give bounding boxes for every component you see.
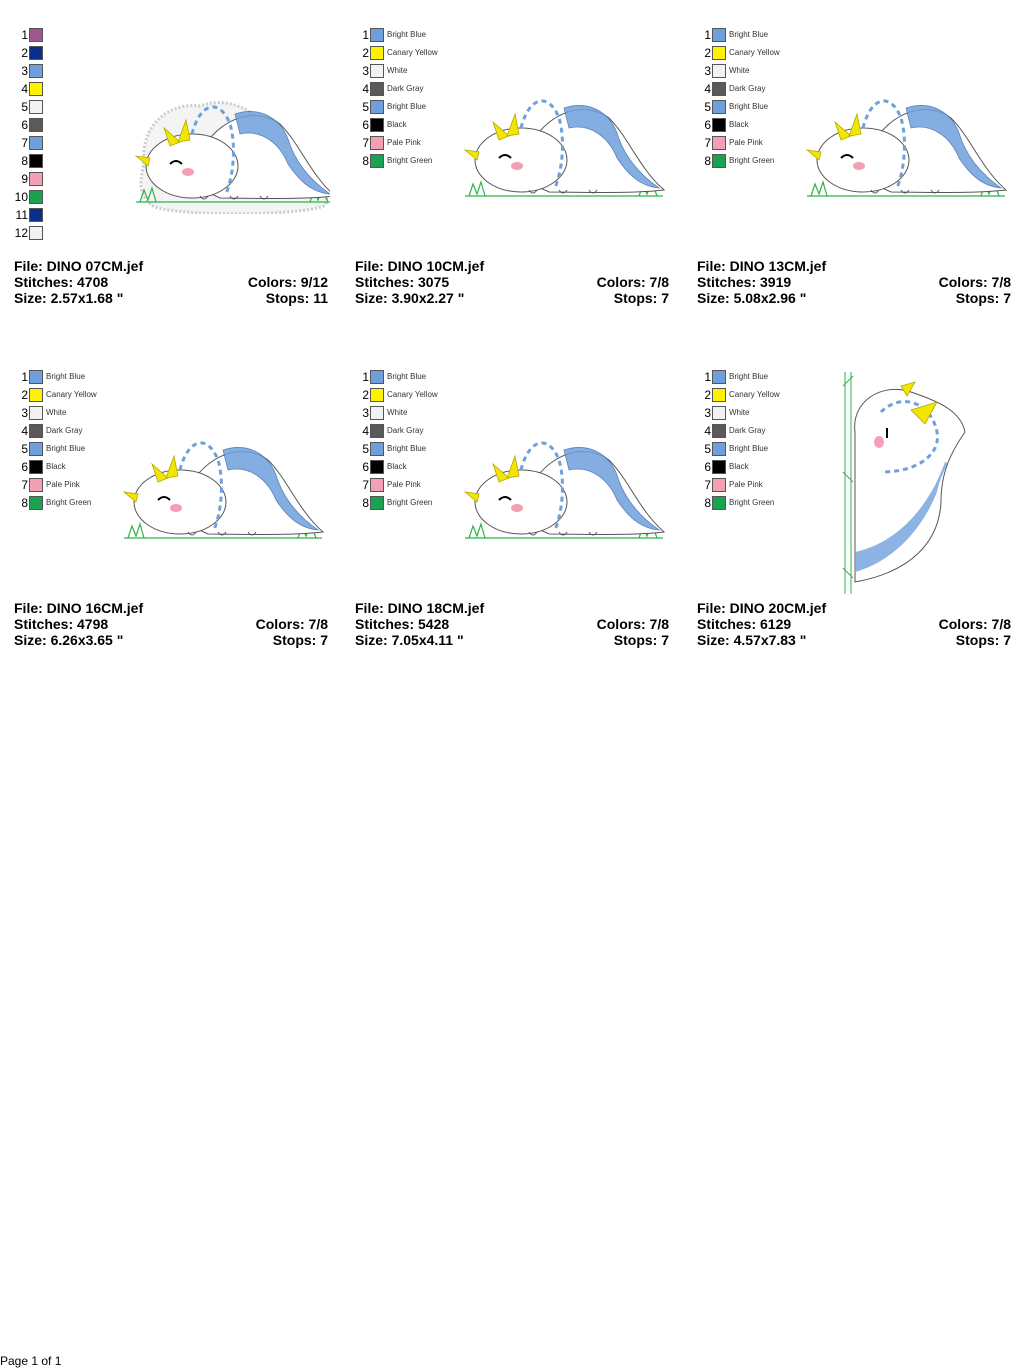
thread-color-swatch [370,424,384,438]
design-info [14,600,328,648]
thread-color-swatch [712,442,726,456]
thread-number: 3 [704,406,711,420]
color-count: Colors: 7/8 [596,616,669,632]
stitch-count: Stitches: 6129 [697,616,792,632]
thread-color-swatch [370,154,384,168]
design-size: Size: 4.57x7.83 " [697,632,807,648]
thread-number: 8 [21,154,28,168]
thread-swatch-row [14,368,214,386]
dino-nose-horn [807,150,821,160]
thread-number: 7 [362,136,369,150]
thread-color-swatch [29,100,43,114]
design-info [355,258,669,306]
thread-color-name: Bright Blue [729,372,769,381]
thread-color-swatch [29,28,43,42]
thread-color-name: White [46,408,67,417]
dino-cheek [511,162,523,170]
thread-swatch-row [14,386,214,404]
thread-number: 8 [362,496,369,510]
stitch-count: Stitches: 5428 [355,616,450,632]
thread-color-swatch [712,370,726,384]
thread-color-name: White [729,66,750,75]
thread-swatch-row [14,224,214,242]
thread-number: 6 [362,118,369,132]
thread-number: 8 [362,154,369,168]
thread-color-name: Canary Yellow [729,390,780,399]
file-name: File: DINO 07CM.jef [14,258,144,274]
dino-group [124,443,323,538]
thread-color-swatch [712,496,726,510]
thread-color-name: Pale Pink [387,480,421,489]
thread-color-swatch [712,82,726,96]
thread-number: 6 [21,118,28,132]
thread-number: 6 [704,460,711,474]
thread-color-name: Bright Green [387,498,433,507]
thread-color-swatch [712,388,726,402]
thread-number: 12 [14,226,28,240]
thread-number: 3 [704,64,711,78]
design-size: Size: 2.57x1.68 " [14,290,124,306]
thread-number: 1 [704,28,711,42]
thread-number: 8 [21,496,28,510]
thread-color-swatch [370,478,384,492]
design-cell-5 [697,368,1011,668]
file-name: File: DINO 18CM.jef [355,600,485,616]
thread-color-swatch [29,82,43,96]
thread-color-name: White [729,408,750,417]
thread-color-swatch [370,82,384,96]
thread-color-swatch [712,28,726,42]
thread-number: 2 [704,46,711,60]
stop-count: Stops: 11 [265,290,328,306]
thread-color-name: Bright Blue [387,372,427,381]
thread-number: 6 [704,118,711,132]
thread-number: 4 [704,82,711,96]
thread-color-swatch [712,136,726,150]
vine-lines [845,372,851,594]
thread-color-swatch [712,100,726,114]
thread-color-swatch [370,100,384,114]
thread-color-swatch [712,406,726,420]
color-count: Colors: 7/8 [938,616,1011,632]
thread-number: 7 [362,478,369,492]
color-count: Colors: 7/8 [938,274,1011,290]
dino-10cm-artwork [459,78,669,202]
dino-group [465,101,664,196]
dino-13cm-artwork [801,78,1011,202]
page-footer: Page 1 of 1 [0,1354,62,1368]
dino-cheek [511,504,523,512]
design-size: Size: 5.08x2.96 " [697,290,807,306]
dino-cheek [853,162,865,170]
thread-color-name: Pale Pink [387,138,421,147]
thread-color-swatch [29,478,43,492]
thread-color-name: Bright Green [729,156,775,165]
dino-cheek [182,168,194,176]
thread-color-name: Pale Pink [729,138,763,147]
dino-horn-top [507,114,519,136]
dino-18cm-artwork [459,420,669,544]
thread-color-swatch [29,424,43,438]
thread-color-name: Bright Blue [729,30,769,39]
thread-color-name: Bright Blue [729,102,769,111]
thread-number: 7 [704,136,711,150]
thread-number: 4 [362,424,369,438]
thread-number: 7 [21,136,28,150]
thread-color-name: Canary Yellow [387,390,438,399]
thread-number: 2 [362,46,369,60]
design-info [697,258,1011,306]
dino-head [475,470,567,534]
thread-color-swatch [712,64,726,78]
stop-count: Stops: 7 [955,290,1011,306]
design-cell-1 [355,26,669,326]
thread-color-swatch [370,118,384,132]
thread-swatch-row [697,26,897,44]
thread-color-swatch [370,46,384,60]
thread-swatch-row [14,26,214,44]
thread-color-name: Dark Gray [387,426,424,435]
thread-number: 7 [704,478,711,492]
dino-cheek [874,436,884,448]
thread-number: 3 [21,406,28,420]
thread-color-name: Pale Pink [729,480,763,489]
thread-color-name: Dark Gray [729,426,766,435]
thread-color-name: White [387,66,408,75]
dino-07cm-artwork [130,84,330,214]
thread-color-swatch [370,460,384,474]
thread-color-name: Canary Yellow [46,390,97,399]
thread-color-swatch [29,208,43,222]
thread-color-name: Black [387,120,407,129]
thread-color-swatch [29,154,43,168]
thread-number: 6 [21,460,28,474]
dino-cheek [170,504,182,512]
thread-color-swatch [29,442,43,456]
thread-number: 3 [362,64,369,78]
design-cell-4 [355,368,669,668]
thread-color-swatch [29,370,43,384]
thread-color-swatch [29,406,43,420]
thread-number: 1 [21,28,28,42]
thread-number: 11 [15,208,28,222]
thread-color-swatch [29,172,43,186]
stitch-count: Stitches: 4798 [14,616,109,632]
design-size: Size: 6.26x3.65 " [14,632,124,648]
dino-16cm-artwork [118,420,328,544]
thread-number: 5 [704,100,711,114]
thread-color-name: White [387,408,408,417]
thread-color-name: Canary Yellow [387,48,438,57]
dino-head [475,128,567,192]
thread-color-name: Black [729,462,749,471]
file-name: File: DINO 16CM.jef [14,600,144,616]
thread-color-name: Bright Blue [46,444,86,453]
dino-nose-horn [136,156,150,166]
color-count: Colors: 7/8 [596,274,669,290]
design-cell-0 [14,26,328,326]
thread-color-swatch [712,154,726,168]
dino-horn-top [849,114,861,136]
thread-swatch-row [355,368,555,386]
stop-count: Stops: 7 [955,632,1011,648]
thread-number: 9 [21,172,28,186]
dino-head [134,470,226,534]
dino-group [465,443,664,538]
thread-color-name: Dark Gray [729,84,766,93]
stitch-count: Stitches: 3919 [697,274,792,290]
thread-color-swatch [29,226,43,240]
thread-swatch-row [14,62,214,80]
thread-number: 2 [21,388,28,402]
thread-color-swatch [370,388,384,402]
thread-color-name: Canary Yellow [729,48,780,57]
thread-number: 5 [704,442,711,456]
dino-group [136,103,330,214]
thread-number: 4 [704,424,711,438]
thread-number: 7 [21,478,28,492]
thread-color-swatch [712,424,726,438]
thread-color-swatch [29,136,43,150]
thread-number: 8 [704,496,711,510]
design-cell-3 [14,368,328,668]
thread-color-name: Bright Blue [387,102,427,111]
thread-color-name: Bright Green [46,498,92,507]
thread-swatch-row [355,386,555,404]
thread-number: 2 [362,388,369,402]
dino-group [843,372,965,594]
color-count: Colors: 7/8 [255,616,328,632]
thread-color-swatch [712,478,726,492]
thread-color-name: Black [46,462,66,471]
thread-color-swatch [29,460,43,474]
thread-color-swatch [370,496,384,510]
thread-number: 2 [21,46,28,60]
dino-20cm-artwork [841,372,971,594]
thread-color-swatch [29,388,43,402]
thread-color-name: Dark Gray [387,84,424,93]
thread-number: 5 [362,100,369,114]
design-cell-2 [697,26,1011,326]
thread-number: 6 [362,460,369,474]
thread-color-swatch [370,136,384,150]
thread-number: 3 [21,64,28,78]
thread-color-swatch [370,406,384,420]
dino-head [817,128,909,192]
design-info [697,600,1011,648]
thread-number: 5 [362,442,369,456]
thread-number: 1 [704,370,711,384]
stitch-count: Stitches: 4708 [14,274,109,290]
thread-color-name: Bright Blue [387,444,427,453]
thread-color-name: Bright Green [387,156,433,165]
design-size: Size: 3.90x2.27 " [355,290,465,306]
dino-head [146,134,238,198]
thread-color-swatch [370,28,384,42]
dino-nose-horn [124,492,138,502]
thread-number: 5 [21,442,28,456]
stop-count: Stops: 7 [272,632,328,648]
design-info [355,600,669,648]
stop-count: Stops: 7 [613,290,669,306]
thread-number: 8 [704,154,711,168]
dino-nose-horn [465,150,479,160]
thread-number: 4 [21,82,28,96]
thread-number: 1 [21,370,28,384]
thread-color-name: Black [387,462,407,471]
thread-color-name: Bright Blue [387,30,427,39]
thread-number: 5 [21,100,28,114]
thread-number: 10 [14,190,28,204]
stitch-count: Stitches: 3075 [355,274,450,290]
thread-color-name: Bright Blue [729,444,769,453]
stop-count: Stops: 7 [613,632,669,648]
file-name: File: DINO 20CM.jef [697,600,827,616]
thread-color-name: Bright Green [729,498,775,507]
thread-number: 4 [362,82,369,96]
thread-color-name: Bright Blue [46,372,86,381]
thread-number: 4 [21,424,28,438]
thread-number: 3 [362,406,369,420]
thread-color-swatch [712,118,726,132]
thread-swatch-row [14,44,214,62]
thread-color-swatch [712,46,726,60]
dino-horn-top [507,456,519,478]
thread-number: 1 [362,370,369,384]
dino-horn-top [166,456,178,478]
thread-color-swatch [29,64,43,78]
thread-color-swatch [370,64,384,78]
design-info [14,258,328,306]
thread-color-swatch [29,46,43,60]
thread-color-swatch [29,496,43,510]
thread-color-name: Pale Pink [46,480,80,489]
thread-number: 2 [704,388,711,402]
dino-nose-horn [465,492,479,502]
thread-swatch-row [355,26,555,44]
dino-group [807,101,1006,196]
thread-color-swatch [370,370,384,384]
thread-color-name: Black [729,120,749,129]
thread-number: 1 [362,28,369,42]
thread-swatch-row [697,44,897,62]
thread-color-swatch [370,442,384,456]
thread-swatch-row [355,44,555,62]
file-name: File: DINO 13CM.jef [697,258,827,274]
design-size: Size: 7.05x4.11 " [355,632,464,648]
thread-color-swatch [29,118,43,132]
thread-color-swatch [29,190,43,204]
thread-color-name: Dark Gray [46,426,83,435]
thread-color-swatch [712,460,726,474]
file-name: File: DINO 10CM.jef [355,258,485,274]
color-count: Colors: 9/12 [247,274,328,290]
